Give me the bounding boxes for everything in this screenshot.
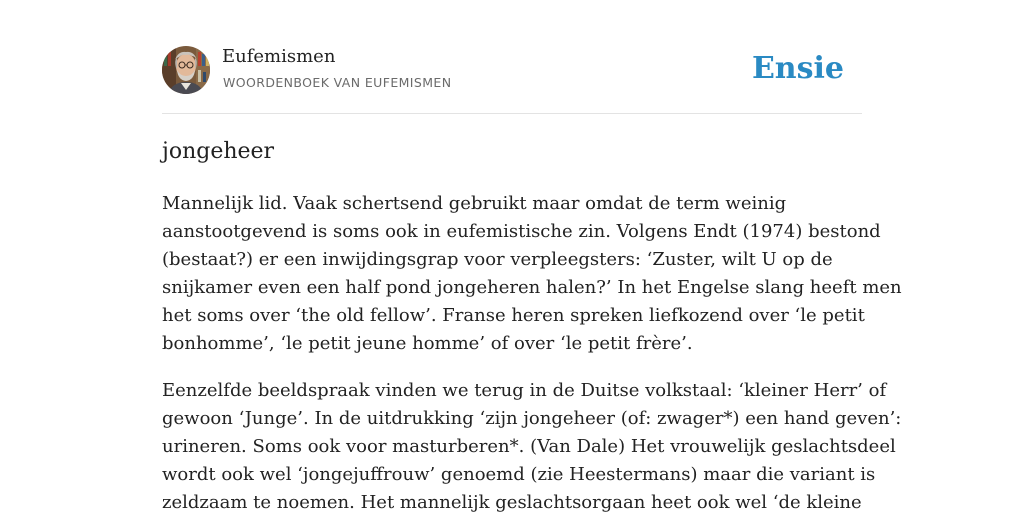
source-subtitle: WOORDENBOEK VAN EUFEMISMEN [223,75,452,90]
text-line: Mannelijk lid. Vaak schertsend gebruikt maar omdat de term weinig [162,193,787,214]
text-line: bonhomme’, ‘le petit jeune homme’ of over ‘le petit frère’. [162,333,693,354]
entry-definition [162,190,902,512]
text-line: zeldzaam te noemen. Het mannelijk geslachtsorgaan heet ook wel ‘de kleine [162,492,862,512]
source-header [162,46,862,96]
header-divider [162,113,862,114]
text-line: (bestaat?) er een inwijdingsgrap voor verpleegsters: ‘Zuster, wilt U op de [162,249,833,270]
text-line: aanstootgevend is soms ook in eufemistische zin. Volgens Endt (1974) bestond [162,221,881,242]
definition-paragraph-2 [162,377,902,512]
text-line: wordt ook wel ‘jongejuffrouw’ genoemd (zie Heestermans) maar die variant is [162,464,876,485]
text-line: Eenzelfde beeldspraak vinden we terug in de Duitse volkstaal: ‘kleiner Herr’ of [162,380,887,401]
author-avatar[interactable] [162,46,210,94]
entry-term-title: jongeheer [162,139,275,164]
author-portrait-image [162,46,210,94]
definition-paragraph-1 [162,190,902,358]
source-title[interactable]: Eufemismen [222,46,336,67]
text-line: snijkamer even een half pond jongeheren halen?’ In het Engelse slang heeft men [162,277,902,298]
brand-logo[interactable]: Ensie [751,51,844,86]
text-line: urineren. Soms ook voor masturberen*. (Van Dale) Het vrouwelijk geslachtsdeel [162,436,896,457]
text-line: gewoon ‘Junge’. In de uitdrukking ‘zijn jongeheer (of: zwager*) een hand geven’: [162,408,902,429]
text-line: het soms over ‘the old fellow’. Franse heren spreken liefkozend over ‘le petit [162,305,865,326]
